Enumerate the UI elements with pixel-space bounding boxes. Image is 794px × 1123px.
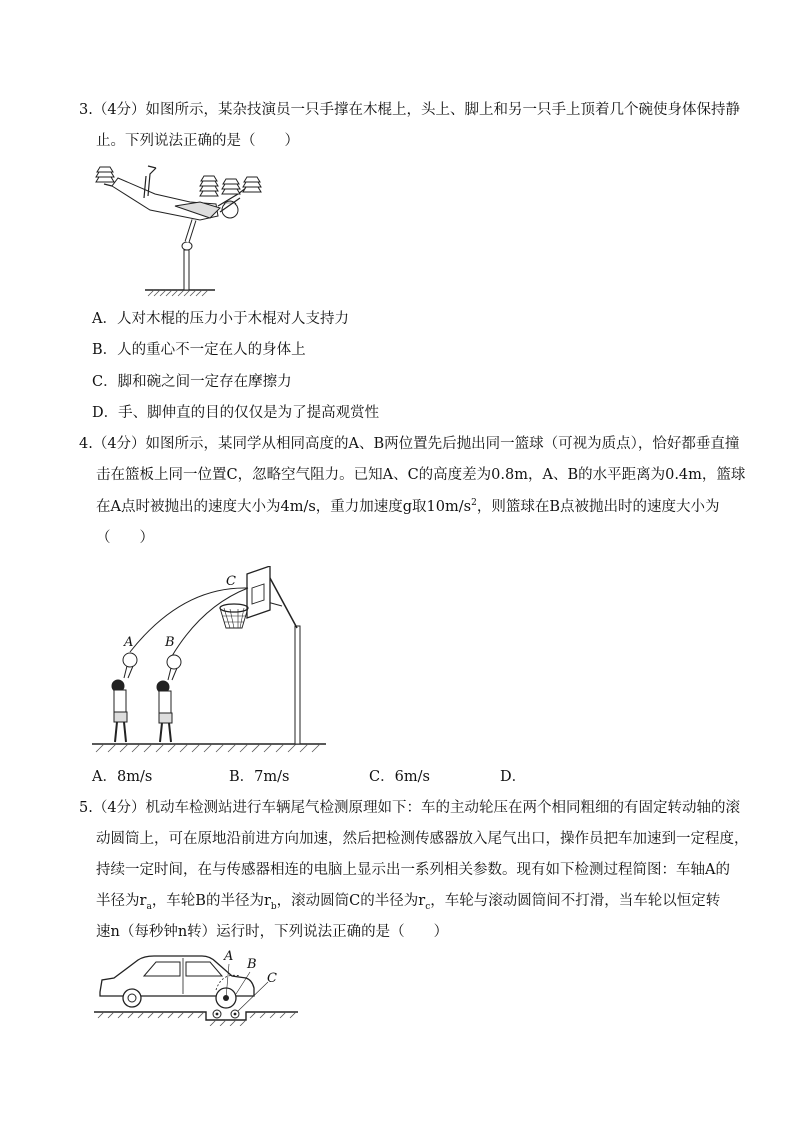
figure-label-c: C <box>226 574 236 589</box>
player-b <box>157 655 181 742</box>
q3-stem-line2: 止。下列说法正确的是（ ） <box>96 133 299 149</box>
q5-stem-line1: 5.（4分）机动车检测站进行车辆尾气检测原理如下：车的主动轮压在两个相同粗细的有固定转动轴的滚 <box>79 800 741 816</box>
acrobat-figure <box>90 158 280 298</box>
q4-option-c: C．6m/s <box>369 769 430 785</box>
q5-stem-line5: 速n（每秒钟n转）运行时，下列说法正确的是（ ） <box>96 924 449 940</box>
figure-label-b: B <box>247 957 257 972</box>
q4-stem-line4: （ ） <box>96 530 154 546</box>
ground-hatch <box>96 744 320 752</box>
q5-stem-line4: 半径为$r_a$，车轮B的半径为$r_b$，滚动圆筒C的半径为$r_c$，车轮与滚动圆筒间不打滑，当车轮以恒定转 <box>96 893 721 912</box>
q3-option-c: C．脚和碗之间一定存在摩擦力 <box>92 374 292 390</box>
figure-label-b: B <box>165 635 175 650</box>
q3-option-b: B．人的重心不一定在人的身体上 <box>92 342 306 358</box>
q4-stem-line1: 4.（4分）如图所示，某同学从相同高度的A、B两位置先后抛出同一篮球（可视为质点），恰好都垂直撞 <box>79 436 740 452</box>
q4-option-b: B．7m/s <box>229 769 290 785</box>
q4-option-a: A．8m/s <box>92 769 153 785</box>
q3-option-d: D．手、脚伸直的目的仅仅是为了提高观赏性 <box>92 405 380 421</box>
q3-stem-line1: 3.（4分）如图所示，某杂技演员一只手撑在木棍上，头上、脚上和另一只手上顶着几个碗使身体保持静 <box>79 102 741 118</box>
q3-option-a: A．人对木棍的压力小于木棍对人支持力 <box>92 311 349 327</box>
figure-label-c: C <box>267 971 277 986</box>
q5-stem-line3: 持续一定时间，在与传感器相连的电脑上显示出一系列相关参数。现有如下检测过程简图：车轴A的 <box>96 862 730 878</box>
q4-stem-line2: 击在篮板上同一位置C，忽略空气阻力。已知A、C的高度差为0.8m，A、B的水平距离为0.4m，篮球 <box>96 467 746 483</box>
q4-option-d: D． <box>500 769 527 785</box>
figure-label-a: A <box>124 635 134 650</box>
q5-stem-line2: 动圆筒上，可在原地沿前进方向加速，然后把检测传感器放入尾气出口，操作员把车加速到一定程度， <box>96 831 749 847</box>
player-a <box>112 653 137 742</box>
q4-stem-line3: 在A点时被抛出的速度大小为4m/s，重力加速度g取$10m/s^2$，则篮球在B点被抛出时的速度大小为 <box>96 498 720 515</box>
basketball-figure <box>92 566 332 760</box>
figure-label-a: A <box>224 949 234 964</box>
car-test-figure <box>94 948 298 1026</box>
